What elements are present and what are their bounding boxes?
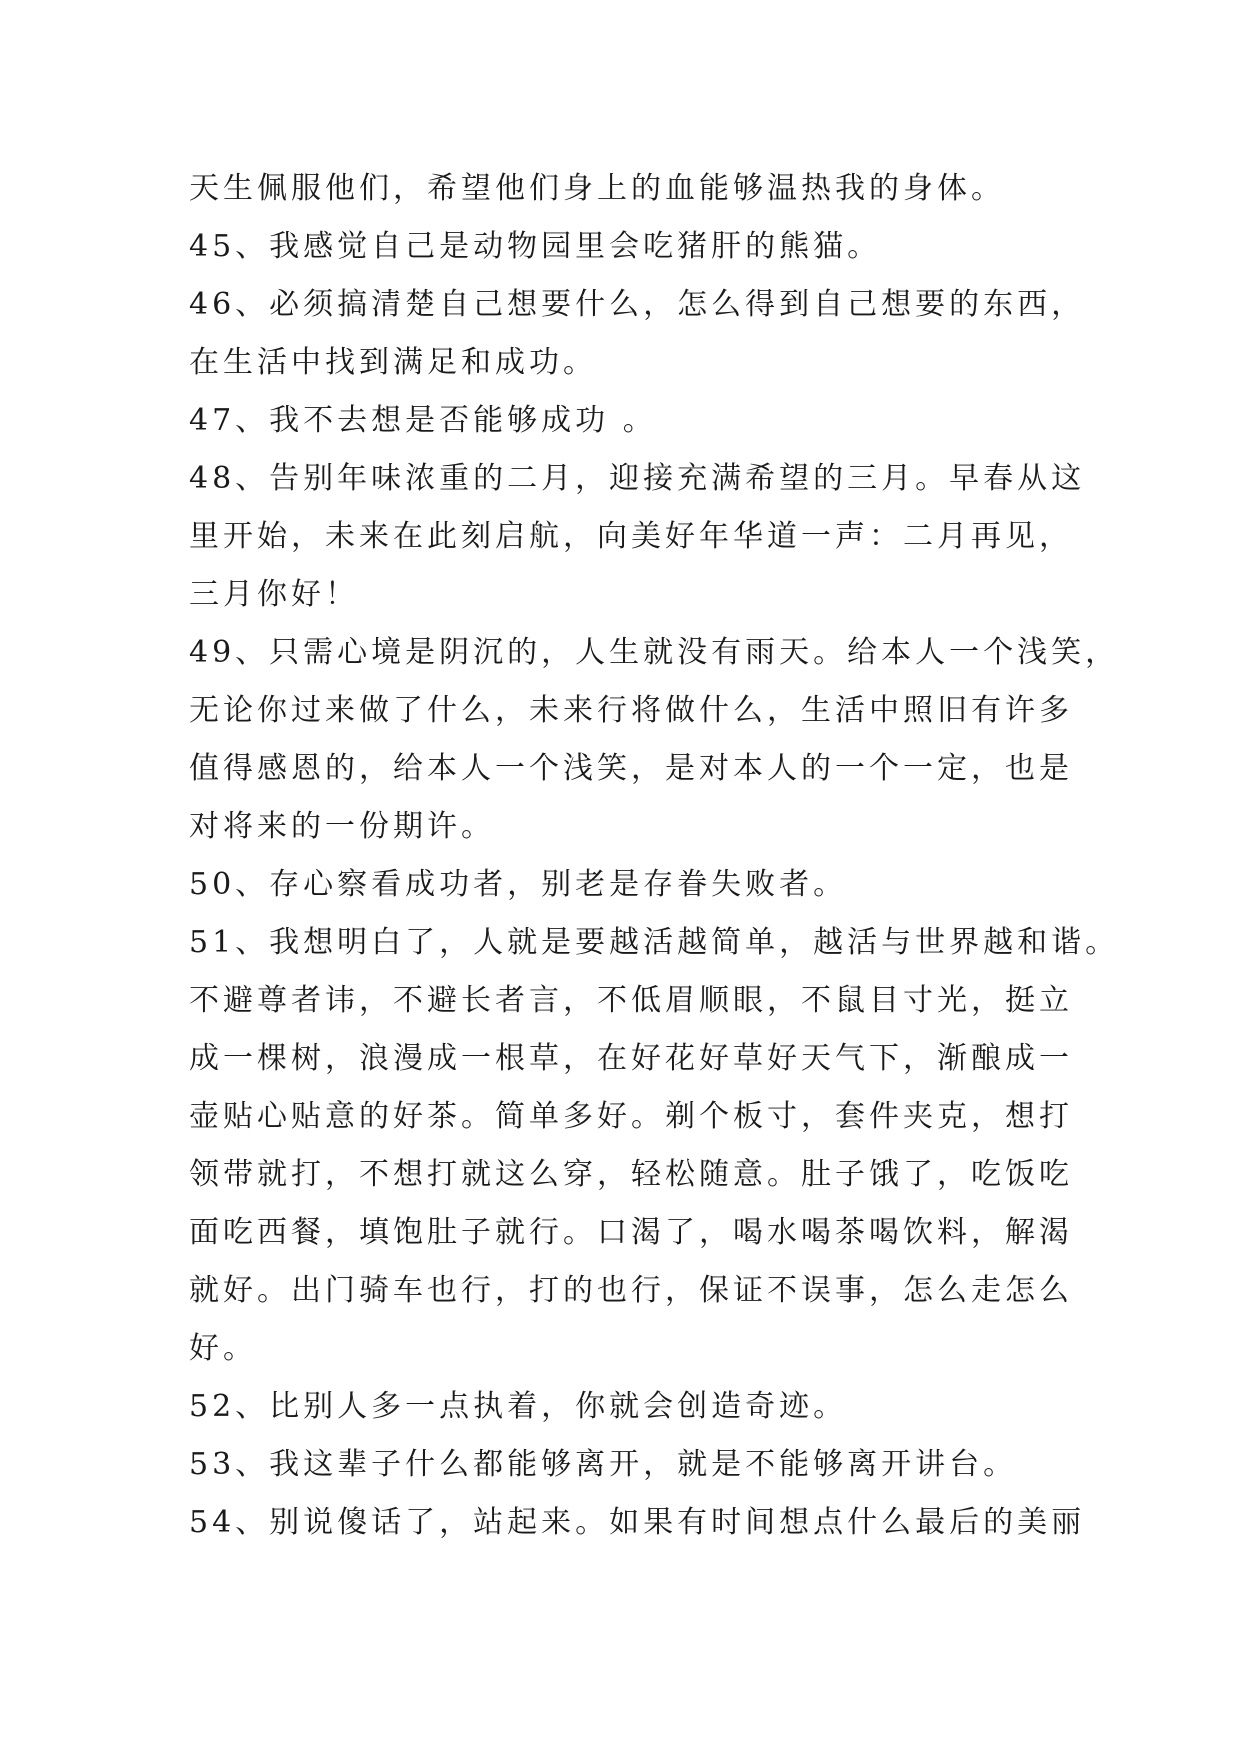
text-line: 51、我想明白了，人就是要越活越简单，越活与世界越和谐。: [189, 925, 1120, 960]
text-line: 47、我不去想是否能够成功 。: [189, 403, 657, 438]
text-line: 48、告别年味浓重的二月，迎接充满希望的三月。早春从这: [189, 461, 1086, 496]
text-line: 45、我感觉自己是动物园里会吃猪肝的熊猫。: [189, 229, 882, 264]
text-line: 54、别说傻话了，站起来。如果有时间想点什么最后的美丽: [189, 1505, 1086, 1540]
text-line: 46、必须搞清楚自己想要什么，怎么得到自己想要的东西，: [189, 287, 1086, 322]
document-body: [189, 160, 1120, 1552]
text-line: 50、存心察看成功者，别老是存眷失败者。: [189, 867, 848, 902]
text-line: 在生活中找到满足和成功。: [189, 345, 597, 380]
text-line: 里开始，未来在此刻启航，向美好年华道一声：二月再见，: [189, 519, 1073, 554]
text-line: 不避尊者讳，不避长者言，不低眉顺眼，不鼠目寸光，挺立: [189, 983, 1073, 1018]
text-line: 52、比别人多一点执着，你就会创造奇迹。: [189, 1389, 848, 1424]
text-line: 三月你好！: [189, 577, 359, 612]
text-line: 49、只需心境是阴沉的，人生就没有雨天。给本人一个浅笑，: [189, 635, 1120, 670]
text-line: 值得感恩的，给本人一个浅笑，是对本人的一个一定，也是: [189, 751, 1073, 786]
text-line: 面吃西餐，填饱肚子就行。口渴了，喝水喝茶喝饮料，解渴: [189, 1215, 1073, 1250]
text-line: 就好。出门骑车也行，打的也行，保证不误事，怎么走怎么: [189, 1273, 1073, 1308]
text-line: 对将来的一份期许。: [189, 809, 495, 844]
text-line: 成一棵树，浪漫成一根草，在好花好草好天气下，渐酿成一: [189, 1041, 1073, 1076]
text-line: 53、我这辈子什么都能够离开，就是不能够离开讲台。: [189, 1447, 1018, 1482]
text-line: 好。: [189, 1331, 257, 1366]
text-line: 天生佩服他们，希望他们身上的血能够温热我的身体。: [189, 171, 1005, 206]
text-line: 无论你过来做了什么，未来行将做什么，生活中照旧有许多: [189, 693, 1073, 728]
text-line: 壶贴心贴意的好茶。简单多好。剃个板寸，套件夹克，想打: [189, 1099, 1073, 1134]
text-line: 领带就打，不想打就这么穿，轻松随意。肚子饿了，吃饭吃: [189, 1157, 1073, 1192]
